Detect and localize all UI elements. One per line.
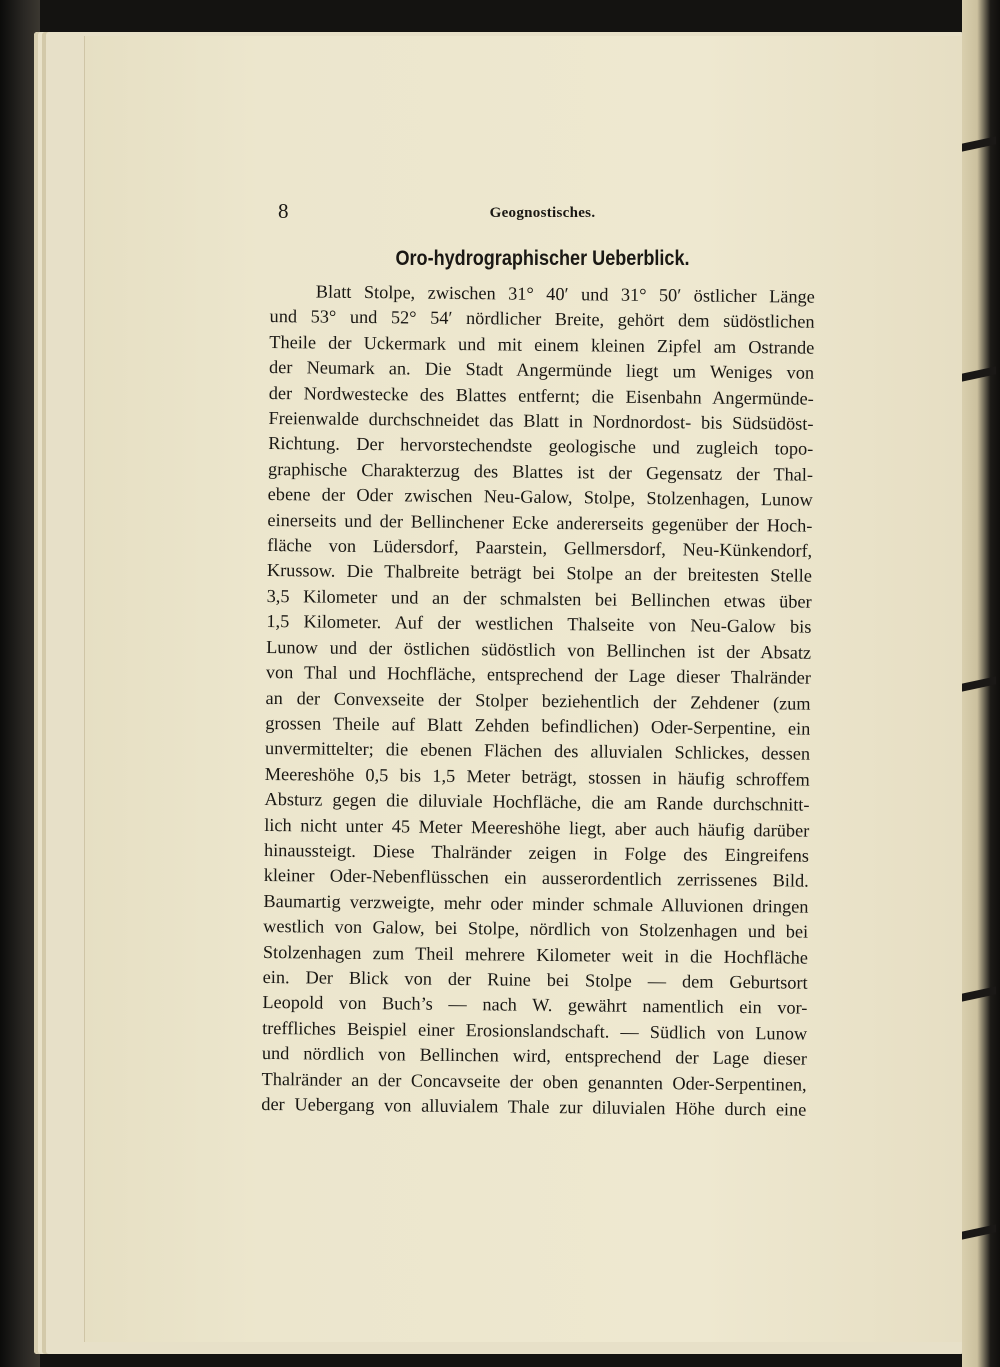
text-line: von Thal und Hochfläche, entsprechend der Lage dieser Thalränder bbox=[265, 662, 811, 688]
text-line: treffliches Beispiel einer Erosionslandschaft. — Südlich von Lunow bbox=[262, 1017, 808, 1044]
text-line: fläche von Lüdersdorf, Paarstein, Gellmersdorf, Neu-Künkendorf, bbox=[267, 535, 813, 561]
text-line: und nördlich von Bellinchen wird, entsprechend der Lage dieser bbox=[261, 1043, 807, 1069]
text-line: ebene der Oder zwischen Neu-Galow, Stolpe, Stolzenhagen, Lunow bbox=[267, 484, 813, 510]
text-line: kleiner Oder-Nebenflüsschen ein ausserordentlich zerrissenes Bild. bbox=[263, 865, 809, 892]
running-head: Geognostisches. bbox=[489, 205, 596, 221]
text-line: lich nicht unter 45 Meter Meereshöhe liegt, aber auch häufig darüber bbox=[264, 814, 810, 841]
page-content bbox=[261, 195, 815, 1120]
text-line: unvermittelter; die ebenen Flächen des alluvialen Schlickes, dessen bbox=[264, 738, 811, 764]
text-line: an der Convexseite der Stolper beziehentlich der Zehdener (zum bbox=[265, 687, 811, 714]
text-line: 3,5 Kilometer und an der schmalsten bei Bellinchen etwas über bbox=[266, 585, 812, 612]
text-line: Lunow und der östlichen südöstlich von Bellinchen ist der Absatz bbox=[266, 636, 812, 663]
text-line: 1,5 Kilometer. Auf der westlichen Thalseite von Neu-Galow bis bbox=[266, 611, 812, 637]
text-line: westlich von Galow, bei Stolpe, nördlich von Stolzenhagen und bei bbox=[263, 916, 809, 942]
page-tab-mark bbox=[962, 1224, 996, 1239]
text-line: Meereshöhe 0,5 bis 1,5 Meter beträgt, stossen in häufig schroffem bbox=[264, 763, 810, 790]
text-line: Absturz gegen die diluviale Hochfläche, die am Rande durchschnitt- bbox=[264, 789, 810, 815]
text-line: Thalränder an der Concavseite der oben genannten Oder-Serpentinen, bbox=[261, 1068, 807, 1095]
page-header bbox=[270, 195, 815, 225]
text-line: Leopold von Buch’s — nach W. gewährt namentlich ein vor- bbox=[262, 992, 808, 1019]
text-line: der Neumark an. Die Stadt Angermünde liegt um Weniges von bbox=[268, 357, 815, 383]
text-line: Baumartig verzweigte, mehr oder minder schmale Alluvionen dringen bbox=[263, 890, 809, 917]
text-line: Freienwalde durchschneidet das Blatt in Nordnordost- bis Südsüdöst- bbox=[268, 408, 814, 434]
text-line: Stolzenhagen zum Theil mehrere Kilometer weit in die Hochfläche bbox=[262, 941, 809, 968]
text-line: hinaussteigt. Diese Thalränder zeigen in Folge des Eingreifens bbox=[263, 839, 810, 866]
text-line: der Nordwestecke des Blattes entfernt; die Eisenbahn Angermünde- bbox=[268, 382, 814, 409]
text-line: der Uebergang von alluvialem Thale zur diluvialen Höhe durch eine bbox=[261, 1093, 807, 1120]
text-line: graphische Charakterzug des Blattes ist der Gegensatz der Thal- bbox=[267, 458, 814, 485]
text-line: Krussow. Die Thalbreite beträgt bei Stolpe an der breitesten Stelle bbox=[266, 560, 813, 587]
page-tab-mark bbox=[962, 136, 996, 151]
text-line: grossen Theile auf Blatt Zehden befindlichen) Oder-Serpentine, ein bbox=[265, 712, 811, 739]
page-tab-mark bbox=[962, 676, 996, 691]
page-tab-mark bbox=[962, 366, 996, 381]
body-text bbox=[261, 279, 815, 1123]
text-line: Theile der Uckermark und mit einem kleinen Zipfel am Ostrande bbox=[269, 331, 815, 358]
text-line: Richtung. Der hervorstechendste geologische und zugleich topo- bbox=[268, 433, 814, 460]
page-tab-mark bbox=[962, 986, 996, 1001]
text-line: und 53° und 52° 54′ nördlicher Breite, gehört dem südöstlichen bbox=[269, 306, 815, 333]
text-line: ein. Der Blick von der Ruine bei Stolpe — dem Geburtsort bbox=[262, 966, 808, 993]
next-page-edge bbox=[962, 0, 1000, 1367]
page-number: 8 bbox=[278, 199, 289, 223]
text-line: Blatt Stolpe, zwischen 31° 40′ und 31° 50′ östlicher Länge bbox=[315, 281, 815, 307]
text-line: einerseits und der Bellinchener Ecke andererseits gegenüber der Hoch- bbox=[267, 509, 813, 536]
section-title: Oro-hydrographischer Ueberblick. bbox=[395, 247, 690, 270]
